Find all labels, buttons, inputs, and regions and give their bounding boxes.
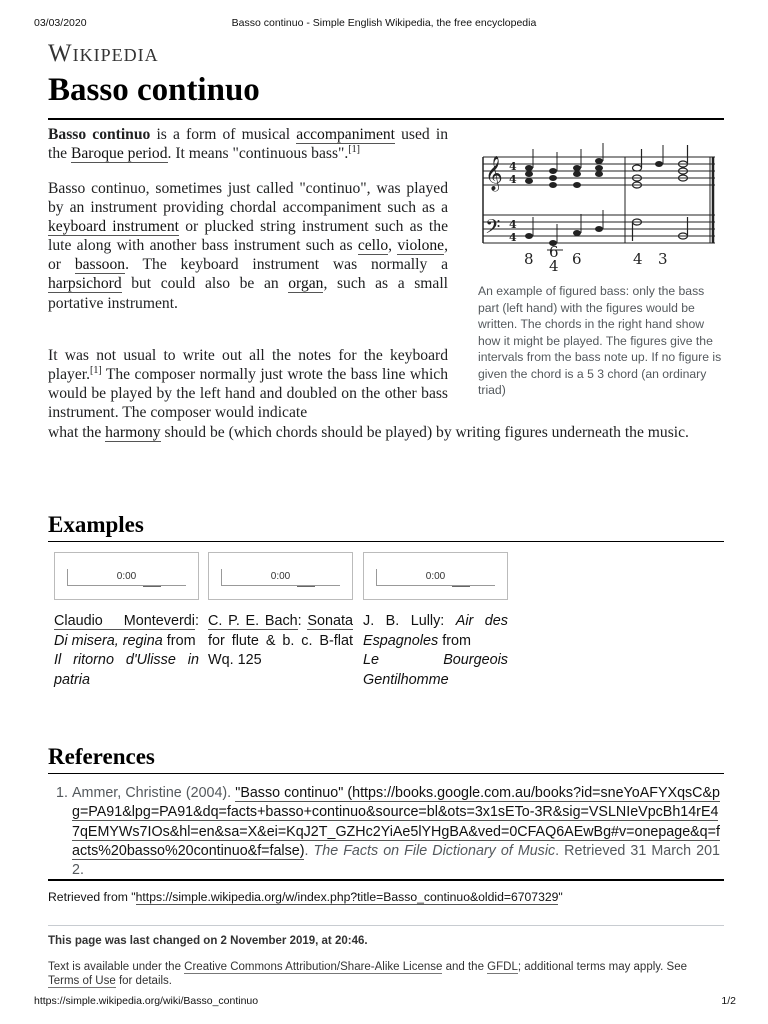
link-accompaniment[interactable]: accompaniment — [296, 126, 395, 143]
link-monteverdi[interactable]: Claudio Monteverdi — [54, 613, 195, 629]
figure-8: 8 — [524, 250, 534, 268]
reference-external-link[interactable]: "Basso continuo" (https://books.google.com.au/books?id=sneYoAFYXqsC&pg=PA91&lpg=PA91&dq=facts+basso+continuo&source=bl&ots=3x1sETo-3R&sig=VSLNIeVpcBh14rE47qEMYWs7IOs&hl=en&sa=X&ei=KqJ2T_GZHc2YiAe5lYHgBA&ved=0CFAQ6AEwBg#v=onepage&q=facts%20basso%20continuo&f=false) — [72, 785, 720, 859]
intro-paragraph: Basso continuo is a form of musical accompaniment used in the Baroque period. It means "continuous bass".[1] — [48, 126, 448, 163]
figure-6: 6 — [549, 243, 559, 261]
title-underline — [48, 118, 724, 120]
reference-item: Ammer, Christine (2004). "Basso continuo" (https://books.google.com.au/books?id=sneYoAFYXqsC&pg=PA91&lpg=PA91&dq=facts+basso+continuo&source=bl&ots=3x1sETo-3R&sig=VSLNIeVpcBh14rE47qEMYWs7IOs&hl=en&sa=X&ei=KqJ2T_GZHc2YiAe5lYHgBA&ved=0CFAQ6AEwBg#v=onepage&q=facts%20basso%20continuo&f=false). The Facts on File Dictionary of Music. Retrieved 31 March 2012. — [72, 785, 720, 879]
treble-clef-icon: 𝄞 — [485, 156, 503, 191]
print-page-number: 1/2 — [721, 995, 736, 1007]
link-cello[interactable]: cello — [357, 237, 389, 255]
references-underline — [48, 773, 724, 774]
figure-3: 3 — [658, 250, 668, 268]
link-organ[interactable]: organ — [288, 275, 324, 293]
examples-underline — [48, 541, 724, 542]
link-keyboard-instrument[interactable]: keyboard instrument — [48, 218, 179, 236]
link-cpe-bach[interactable]: C. P. E. Bach — [208, 613, 298, 629]
svg-text:4: 4 — [509, 173, 517, 186]
paragraph-notation-cont: what the harmony should be (which chords should be played) by writing figures underneath the music. — [48, 424, 689, 441]
svg-text:4: 4 — [509, 160, 517, 173]
figure-caption: An example of figured bass: only the bass part (left hand) with the figures would be written. The chords in the right hand show how it might be played. The figures give the intervals from the bass note up. If no figure is given the chord is a 5 3 chord (an ordinary triad) — [478, 284, 722, 397]
content-bottom-rule — [48, 879, 724, 881]
reference-book-title: The Facts on File Dictionary of Music — [313, 842, 556, 859]
paragraph-instruments: Basso continuo, sometimes just called "continuo", was played by an instrument providing chordal accompaniment such as a keyboard instrument or plucked string instrument such as the lute along with another bass instrument such as cello, violone, or bassoon. The keyboard instrument was normally a harpsichord but could also be an organ, such as a small portative instrument. — [48, 180, 448, 312]
references-list: 1. Ammer, Christine (2004). "Basso continuo" (https://books.google.com.au/books?id=sneYoAFYXqsC&pg=PA91&lpg=PA91&dq=facts+basso+continuo&source=bl&ots=3x1sETo-3R&sig=VSLNIeVpcBh14rE47qEMYWs7IOs&hl=en&sa=X&ei=KqJ2T_GZHc2YiAe5lYHgBA&ved=0CFAQ6AEwBg#v=onepage&q=facts%20basso%20continuo&f=false). The Facts on File Dictionary of Music. Retrieved 31 March 2012. — [56, 784, 720, 880]
intro-bold-term: Basso continuo — [48, 126, 151, 143]
examples-heading: Examples — [48, 512, 144, 537]
figure-4b: 4 — [633, 250, 643, 268]
link-bassoon[interactable]: bassoon — [74, 256, 126, 274]
link-harpsichord[interactable]: harpsichord — [48, 275, 122, 293]
audio-time-3: 0:00 — [425, 571, 446, 582]
figured-bass-score[interactable] — [477, 137, 722, 277]
link-violone[interactable]: violone — [397, 237, 445, 255]
citation-ref-1b[interactable]: [1] — [90, 364, 102, 376]
page-title: Basso continuo — [48, 72, 260, 108]
bass-clef-icon: 𝄢 — [485, 215, 501, 243]
print-url: https://simple.wikipedia.org/wiki/Basso_continuo — [34, 995, 259, 1007]
link-terms-of-use[interactable]: Terms of Use — [48, 975, 116, 987]
retrieved-from-link[interactable]: https://simple.wikipedia.org/w/index.php?title=Basso_continuo&oldid=6707329 — [135, 890, 559, 904]
wikipedia-wordmark[interactable]: Wikipedia — [48, 40, 159, 67]
audio-time-1: 0:00 — [116, 571, 137, 582]
print-date: 03/03/2020 — [34, 17, 87, 29]
link-harmony[interactable]: harmony — [105, 424, 161, 441]
link-sonata[interactable]: Sonata — [307, 613, 353, 629]
figured-bass-figure — [477, 137, 722, 399]
license-text: Text is available under the Creative Commons Attribution/Share-Alike License and the GFDL; additional terms may apply. See Terms of Use for details. — [48, 961, 688, 987]
figure-4: 4 — [549, 257, 559, 275]
audio-player-2[interactable] — [208, 552, 353, 600]
print-page-title: Basso continuo - Simple English Wikipedia, the free encyclopedia — [231, 17, 537, 29]
audio-player-3[interactable] — [363, 552, 508, 600]
example-caption-2: C. P. E. Bach: Sonata for flute & b. c. B-flat Wq. 125 — [208, 613, 353, 669]
audio-player-1[interactable] — [54, 552, 199, 600]
references-heading: References — [48, 744, 155, 769]
lully-name: J. B. Lully — [363, 613, 441, 629]
link-baroque-period[interactable]: Baroque period — [70, 145, 168, 163]
retrieved-from: Retrieved from "https://simple.wikipedia.org/w/index.php?title=Basso_continuo&oldid=6707329" — [48, 890, 563, 904]
example-caption-3: J. B. Lully: Air des Espagnoles from Le Bourgeois Gentilhomme — [363, 613, 508, 688]
link-cc-license[interactable]: Creative Commons Attribution/Share-Alike License — [184, 961, 443, 973]
svg-text:4: 4 — [509, 231, 517, 244]
footer-divider — [48, 925, 724, 926]
figure-6b: 6 — [572, 250, 582, 268]
link-gfdl[interactable]: GFDL — [487, 961, 518, 973]
example-caption-1: Claudio Monteverdi: Di misera, regina from Il ritorno d'Ulisse in patria — [54, 613, 199, 688]
citation-ref-1[interactable]: [1] — [348, 143, 360, 155]
svg-text:4: 4 — [509, 218, 517, 231]
audio-time-2: 0:00 — [270, 571, 291, 582]
paragraph-notation: It was not usual to write out all the notes for the keyboard player.[1] The composer normally just wrote the bass line which would be played by the left hand and doubled on the other bass instrument. The composer would indicate — [48, 347, 448, 422]
last-changed: This page was last changed on 2 November 2019, at 20:46. — [48, 935, 368, 947]
